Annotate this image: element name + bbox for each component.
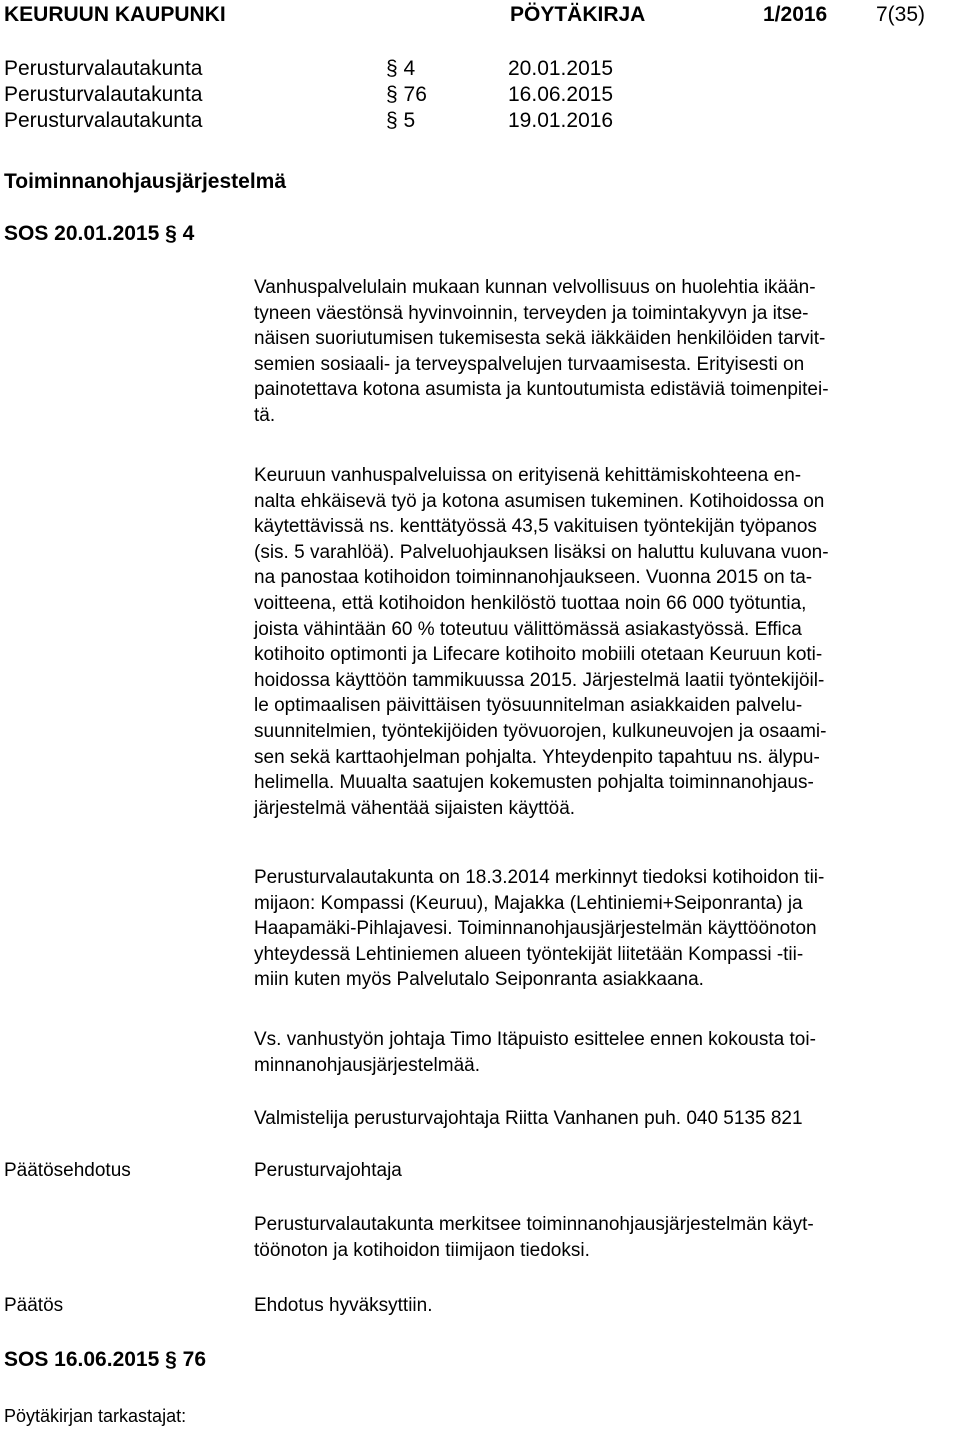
paragraph-line: järjestelmä vähentää sijaisten käyttöä. bbox=[254, 797, 576, 819]
meeting-body: Perusturvalautakunta bbox=[4, 83, 203, 106]
reviewers-label: Pöytäkirjan tarkastajat: bbox=[4, 1406, 187, 1426]
paragraph-line: na panostaa kotihoidon toiminnanohjaukseen. Vuonna 2015 on ta- bbox=[254, 567, 813, 589]
paragraph-line: (sis. 5 varahlöä). Palveluohjauksen lisäksi on haluttu kuluvana vuon- bbox=[254, 541, 829, 563]
paragraph-line: Vs. vanhustyön johtaja Timo Itäpuisto esittelee ennen kokousta toi- bbox=[254, 1029, 816, 1050]
page-number: 7(35) bbox=[876, 3, 926, 26]
paragraph-line: Valmistelija perusturvajohtaja Riitta Vanhanen puh. 040 5135 821 bbox=[254, 1108, 803, 1129]
paragraph-line: mijaon: Kompassi (Keuruu), Majakka (Lehtiniemi+Seiponranta) ja bbox=[254, 892, 803, 914]
sos-reference: SOS 20.01.2015 § 4 bbox=[4, 222, 195, 245]
paragraph-line: hoidossa käyttöön tammikuussa 2015. Järjestelmä laatii työntekijöil- bbox=[254, 669, 825, 691]
meeting-date: 16.06.2015 bbox=[508, 83, 614, 106]
city-name: KEURUUN KAUPUNKI bbox=[4, 3, 226, 26]
paragraph-line: Perusturvalautakunta on 18.3.2014 merkinnyt tiedoksi kotihoidon tii- bbox=[254, 867, 825, 888]
paragraph-line: joista vähintään 60 % toteutuu välittömässä asiakastyössä. Effica bbox=[254, 618, 802, 640]
decision-text: Ehdotus hyväksyttiin. bbox=[254, 1295, 433, 1316]
paragraph-line: tä. bbox=[254, 404, 276, 426]
paragraph-line: Haapamäki-Pihlajavesi. Toiminnanohjausjärjestelmän käyttöönoton bbox=[254, 918, 817, 940]
sos-reference: SOS 16.06.2015 § 76 bbox=[4, 1348, 206, 1371]
paragraph-line: Keuruun vanhuspalveluissa on erityisenä kehittämiskohteena en- bbox=[254, 465, 802, 486]
proposal-text bbox=[254, 1212, 944, 1263]
meeting-date: 19.01.2016 bbox=[508, 109, 614, 132]
body-paragraph bbox=[254, 1027, 944, 1078]
issue-number: 1/2016 bbox=[763, 3, 828, 26]
paragraph-line: Perusturvalautakunta merkitsee toiminnanohjausjärjestelmän käyt- bbox=[254, 1214, 814, 1235]
meeting-body: Perusturvalautakunta bbox=[4, 57, 203, 80]
paragraph-line: semien sosiaali- ja terveyspalvelujen turvaamisesta. Erityisesti on bbox=[254, 353, 805, 375]
paragraph-line: painotettava kotona asumista ja kuntoutumista edistäviä toimenpitei- bbox=[254, 379, 829, 401]
document-type: PÖYTÄKIRJA bbox=[510, 3, 646, 26]
paragraph-line: Vanhuspalvelulain mukaan kunnan velvollisuus on huolehtia ikään- bbox=[254, 277, 816, 298]
paragraph-line: suunnitelmien, työntekijöiden työvuorojen, kulkuneuvojen ja osaami- bbox=[254, 720, 827, 742]
decision-label: Päätös bbox=[4, 1295, 64, 1316]
body-paragraph bbox=[254, 463, 944, 821]
paragraph-line: töönoton ja kotihoidon tiimijaon tiedoksi. bbox=[254, 1239, 590, 1261]
meeting-date: 20.01.2015 bbox=[508, 57, 614, 80]
paragraph-line: voitteena, että kotihoidon henkilöstö tuottaa noin 66 000 työtuntia, bbox=[254, 592, 807, 614]
paragraph-line: yhteydessä Lehtiniemen alueen työntekijät liitetään Kompassi -tii- bbox=[254, 943, 804, 965]
document-title: Toiminnanohjausjärjestelmä bbox=[4, 170, 287, 193]
meeting-section: § 4 bbox=[386, 57, 416, 80]
meeting-section: § 5 bbox=[386, 109, 416, 132]
paragraph-line: nalta ehkäisevä työ ja kotona asumisen tukeminen. Kotihoidossa on bbox=[254, 490, 825, 512]
paragraph-line: kotihoito optimonti ja Lifecare kotihoito mobiili otetaan Keuruun koti- bbox=[254, 644, 823, 666]
proposer: Perusturvajohtaja bbox=[254, 1160, 402, 1181]
paragraph-line: näisen suoriutumisen tukemisesta sekä iäkkäiden henkilöiden tarvit- bbox=[254, 328, 826, 350]
paragraph-line: miin kuten myös Palvelutalo Seiponranta asiakkaana. bbox=[254, 969, 704, 991]
body-paragraph bbox=[254, 275, 944, 429]
meeting-body: Perusturvalautakunta bbox=[4, 109, 203, 132]
proposal-label: Päätösehdotus bbox=[4, 1160, 131, 1181]
body-paragraph bbox=[254, 865, 944, 993]
paragraph-line: le optimaalisen päivittäisen työsuunnitelman asiakkaiden palvelu- bbox=[254, 695, 803, 717]
paragraph-line: tyneen väestönsä hyvinvoinnin, terveyden ja toimintakyvyn ja itse- bbox=[254, 302, 809, 324]
paragraph-line: helimella. Muualta saatujen kokemusten pohjalta toiminnanohjaus- bbox=[254, 772, 814, 794]
paragraph-line: käytettävissä ns. kenttätyössä 43,5 vakituisen työntekijän työpanos bbox=[254, 516, 817, 538]
meeting-section: § 76 bbox=[386, 83, 427, 106]
preparer-line bbox=[254, 1106, 944, 1132]
paragraph-line: minnanohjausjärjestelmää. bbox=[254, 1054, 481, 1076]
paragraph-line: sen sekä karttaohjelman pohjalta. Yhteydenpito tapahtuu ns. älypu- bbox=[254, 746, 820, 768]
